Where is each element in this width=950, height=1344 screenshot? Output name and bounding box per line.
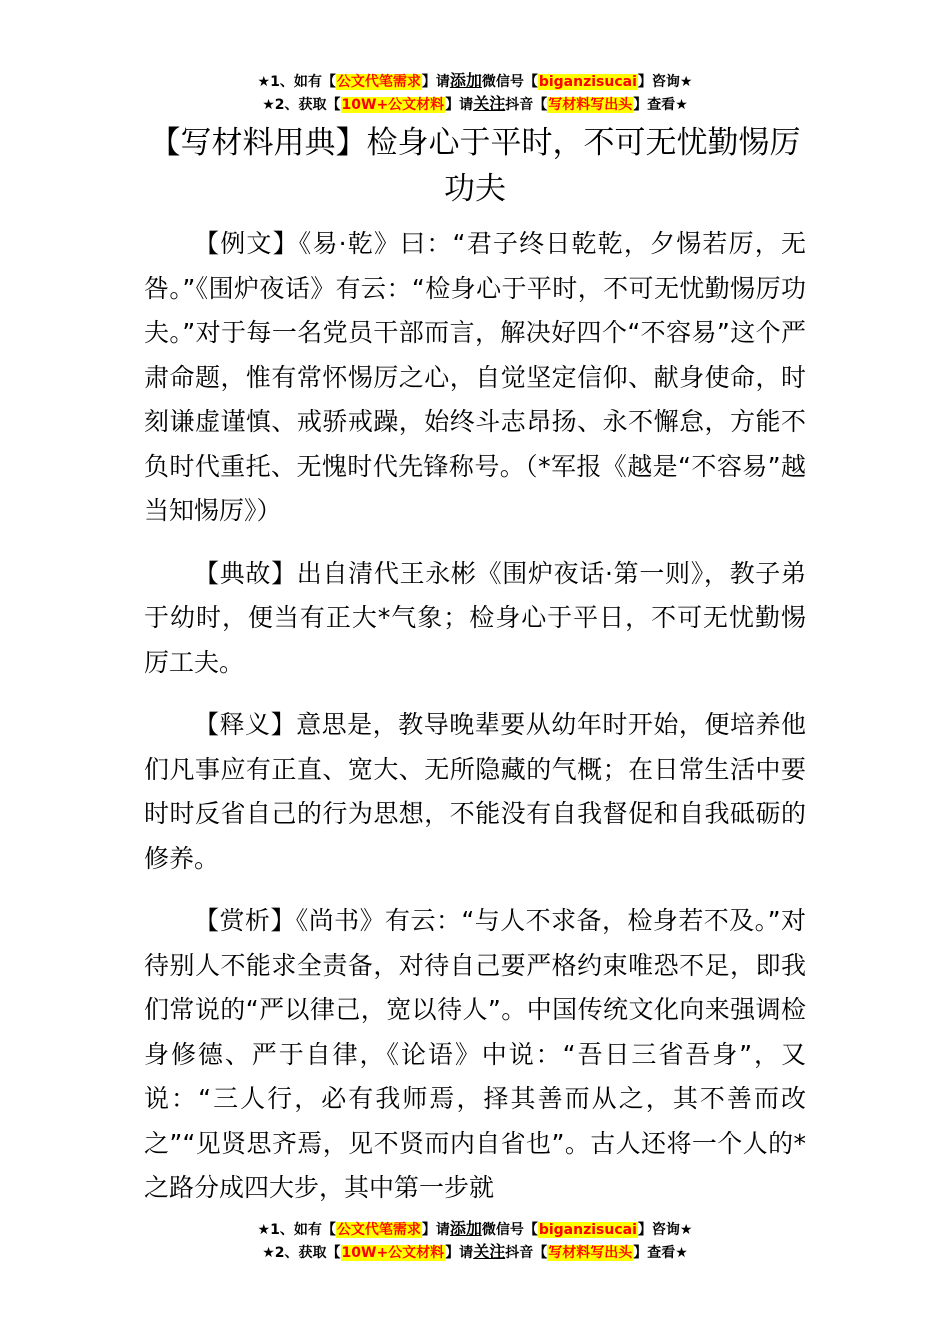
- promo-text: 】请: [445, 97, 474, 113]
- promo-text: 】咨询★: [637, 1222, 693, 1238]
- promo-highlight-wechat-id: biganzisucai: [538, 1222, 637, 1238]
- promo-highlight-writing-service: 公文代笔需求: [336, 74, 421, 90]
- promo-text: 】请: [421, 1222, 450, 1238]
- paragraph-meaning: 【释义】意思是，教导晚辈要从幼年时开始，便培养他们凡事应有正直、宽大、无所隐藏的气概；在日常生活中要时时反省自己的行为思想，不能没有自我督促和自我砥砺的修养。: [144, 710, 806, 873]
- promo-highlight-materials: 10W+公文材料: [341, 1245, 445, 1261]
- promo-text: 抖音【: [505, 97, 548, 113]
- promo-emphasis-add: 添加: [449, 71, 482, 90]
- promo-highlight-douyin-account: 写材料写出头: [548, 1245, 633, 1261]
- promo-text: 】查看★: [633, 1245, 688, 1261]
- document-body: [144, 222, 806, 1229]
- header-promo-banner: [0, 70, 950, 116]
- document-title: 【写材料用典】检身心于平时，不可无忧勤惕厉功夫: [149, 125, 801, 207]
- paragraph-allusion: 【典故】出自清代王永彬《围炉夜话·第一则》，教子弟于幼时，便当有正大*气象；检身心于平日，不可无忧勤惕厉工夫。: [144, 558, 806, 677]
- promo-highlight-wechat-id: biganzisucai: [538, 74, 637, 90]
- promo-text: 】查看★: [633, 97, 688, 113]
- paragraph-appreciation: 【赏析】《尚书》有云：“与人不求备，检身若不及。”对待别人不能求全责备，对待自己要严格约束唯恐不足，即我们常说的“严以律己，宽以待人”。中国传统文化向来强调检身修德、严于自律，《论语》中说：“吾日三省吾身”，又说：“三人行，必有我师焉，择其善而从之，其不善而改之”“见贤思齐焉，见不贤而内自省也”。古人还将一个人的*之路分成四大步，其中第一步就: [144, 906, 806, 1202]
- promo-text: 微信号【: [481, 1222, 538, 1238]
- promo-emphasis-add: 添加: [449, 1219, 482, 1238]
- promo-text: 抖音【: [505, 1245, 548, 1261]
- promo-highlight-douyin-account: 写材料写出头: [548, 97, 633, 113]
- promo-line-1: [0, 70, 950, 93]
- promo-text: ★1、如有【: [257, 1222, 336, 1238]
- promo-line-1: [0, 1218, 950, 1241]
- promo-highlight-writing-service: 公文代笔需求: [336, 1222, 421, 1238]
- promo-text: ★1、如有【: [257, 74, 336, 90]
- promo-text: ★2、获取【: [262, 1245, 341, 1261]
- promo-line-2: [0, 1241, 950, 1264]
- promo-highlight-materials: 10W+公文材料: [341, 97, 445, 113]
- promo-text: 微信号【: [481, 74, 538, 90]
- promo-line-2: [0, 93, 950, 116]
- promo-text: 】请: [421, 74, 450, 90]
- promo-emphasis-follow: 关注: [473, 1242, 506, 1261]
- footer-promo-banner: [0, 1218, 950, 1264]
- promo-text: 】咨询★: [637, 74, 693, 90]
- paragraph-example: 【例文】《易·乾》曰：“君子终日乾乾，夕惕若厉，无咎。”《围炉夜话》有云：“检身心于平时，不可无忧勤惕厉功夫。”对于每一名党员干部而言，解决好四个“不容易”这个严肃命题，惟有常怀惕厉之心，自觉坚定信仰、献身使命，时刻谦虚谨慎、戒骄戒躁，始终斗志昂扬、永不懈怠，方能不负时代重托、无愧时代先锋称号。（*军报《越是“不容易”越当知惕厉》）: [144, 229, 806, 525]
- promo-text: ★2、获取【: [262, 97, 341, 113]
- promo-emphasis-follow: 关注: [473, 94, 506, 113]
- promo-text: 】请: [445, 1245, 474, 1261]
